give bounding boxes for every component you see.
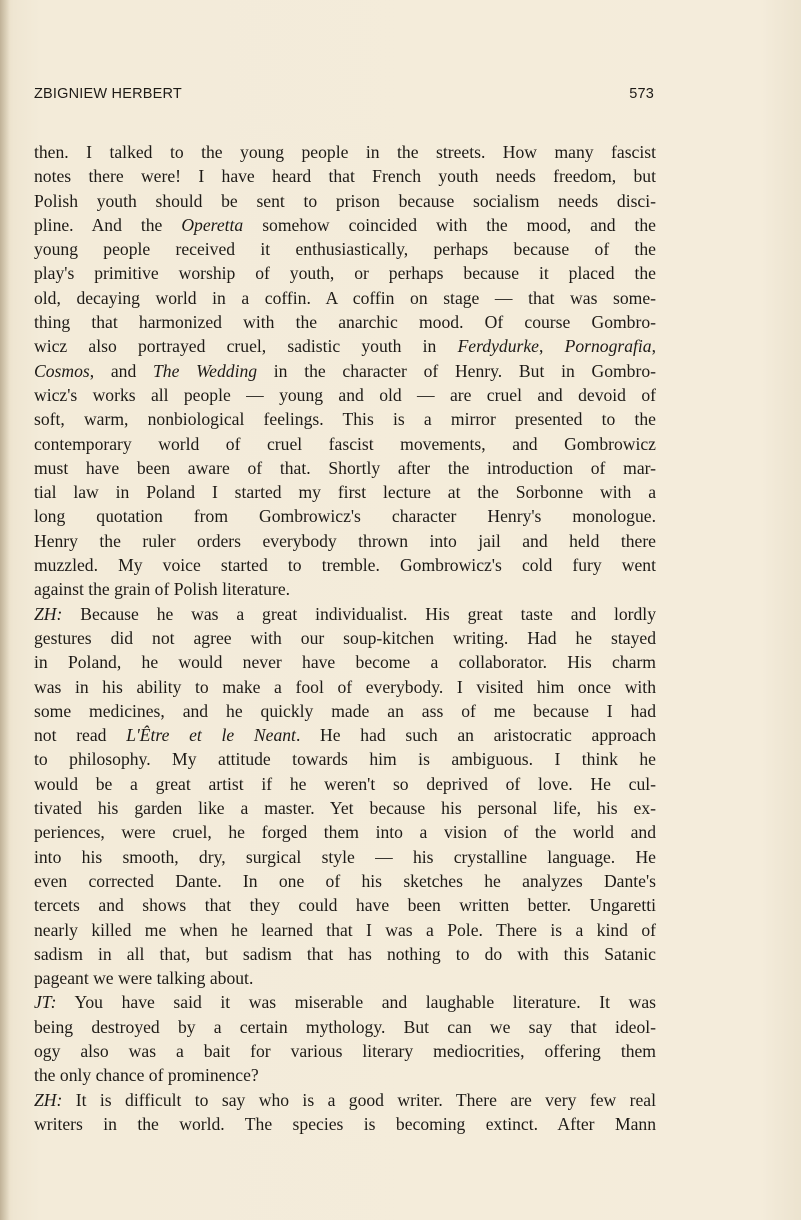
text-run: It is difficult to say who is a good writer. There are very few real	[62, 1089, 656, 1110]
page-number: 573	[629, 86, 654, 102]
text-line: muzzled. My voice started to tremble. Gombrowicz's cold fury went	[34, 555, 656, 576]
text-line: the only chance of prominence?	[34, 1065, 259, 1086]
italic-run: ZH:	[34, 1089, 63, 1110]
text-line: young people received it enthusiastically, perhaps because of the	[34, 239, 656, 260]
text-line: soft, warm, nonbiological feelings. This is a mirror presented to the	[34, 409, 656, 430]
text-run: pline. And the	[34, 214, 182, 235]
text-line: contemporary world of cruel fascist movements, and Gombrowicz	[34, 433, 656, 454]
text-line: nearly killed me when he learned that I was a Pole. There is a kind of	[34, 919, 656, 940]
italic-run: Pornografia	[564, 336, 652, 357]
text-line: must have been aware of that. Shortly after the introduction of mar-	[34, 457, 656, 478]
text-line	[34, 213, 656, 237]
text-line: into his smooth, dry, surgical style — his crystalline language. He	[34, 846, 656, 867]
text-line	[34, 990, 656, 1014]
text-line: in Poland, he would never have become a collaborator. His charm	[34, 652, 656, 673]
text-line: writers in the world. The species is becoming extinct. After Mann	[34, 1113, 656, 1134]
text-run: , and	[89, 360, 153, 381]
text-line: tivated his garden like a master. Yet because his personal life, his ex-	[34, 798, 656, 819]
text-line: play's primitive worship of youth, or perhaps because it placed the	[34, 263, 656, 284]
text-line	[34, 334, 656, 358]
italic-run: Operetta	[181, 214, 244, 235]
text-line	[34, 602, 656, 626]
text-run: wicz also portrayed cruel, sadistic youth in	[34, 336, 458, 357]
text-line: gestures did not agree with our soup-kitchen writing. Had he stayed	[34, 627, 656, 648]
text-line: long quotation from Gombrowicz's character Henry's monologue.	[34, 506, 656, 527]
text-line: to philosophy. My attitude towards him is ambiguous. I think he	[34, 749, 656, 770]
text-line: Polish youth should be sent to prison because socialism needs disci-	[34, 190, 656, 211]
spine-shadow	[0, 0, 10, 1220]
text-line: wicz's works all people — young and old — are cruel and devoid of	[34, 384, 656, 405]
text-run: not read	[34, 725, 127, 746]
text-line: some medicines, and he quickly made an ass of me because I had	[34, 700, 656, 721]
italic-run: Ferdydurke	[457, 336, 539, 357]
text-line: Henry the ruler orders everybody thrown into jail and held there	[34, 530, 656, 551]
running-head	[34, 86, 654, 106]
italic-run: ZH:	[34, 603, 63, 624]
italic-run: L'Être et le Neant	[126, 725, 296, 746]
text-line	[34, 1088, 656, 1112]
text-line: tial law in Poland I started my first lecture at the Sorbonne with a	[34, 482, 656, 503]
text-run: You have said it was miserable and laughable literature. It was	[56, 992, 656, 1013]
italic-run: The Wedding	[153, 360, 258, 381]
text-line: ogy also was a bait for various literary mediocrities, offering them	[34, 1040, 656, 1061]
italic-run: JT:	[34, 992, 57, 1013]
text-run: somehow coincided with the mood, and the	[243, 214, 656, 235]
text-line: then. I talked to the young people in the streets. How many fascist	[34, 142, 656, 162]
text-line	[34, 723, 656, 747]
text-line: notes there were! I have heard that French youth needs freedom, but	[34, 166, 656, 187]
text-run: ,	[538, 336, 565, 357]
text-line: was in his ability to make a fool of everybody. I visited him once with	[34, 676, 656, 697]
text-line: old, decaying world in a coffin. A coffin on stage — that was some-	[34, 287, 656, 308]
text-line: sadism in all that, but sadism that has nothing to do with this Satanic	[34, 943, 656, 964]
text-line: pageant we were talking about.	[34, 968, 254, 989]
text-run: in the character of Henry. But in Gombro-	[257, 360, 656, 381]
text-line: tercets and shows that they could have been written better. Ungaretti	[34, 895, 656, 916]
text-line: periences, were cruel, he forged them into a vision of the world and	[34, 822, 656, 843]
italic-run: Cosmos	[34, 360, 90, 381]
text-line: against the grain of Polish literature.	[34, 579, 291, 600]
text-run: . He had such an aristocratic approach	[295, 725, 656, 746]
text-line: thing that harmonized with the anarchic mood. Of course Gombro-	[34, 312, 656, 333]
text-line: would be a great artist if he weren't so deprived of love. He cul-	[34, 773, 656, 794]
text-line	[34, 359, 656, 383]
body-text	[34, 140, 656, 1136]
text-line: even corrected Dante. In one of his sketches he analyzes Dante's	[34, 870, 656, 891]
running-head-author: ZBIGNIEW HERBERT	[34, 86, 182, 102]
text-run: Because he was a great individualist. His great taste and lordly	[62, 603, 656, 624]
text-line: being destroyed by a certain mythology. But can we say that ideol-	[34, 1016, 656, 1037]
text-run: ,	[651, 336, 657, 357]
